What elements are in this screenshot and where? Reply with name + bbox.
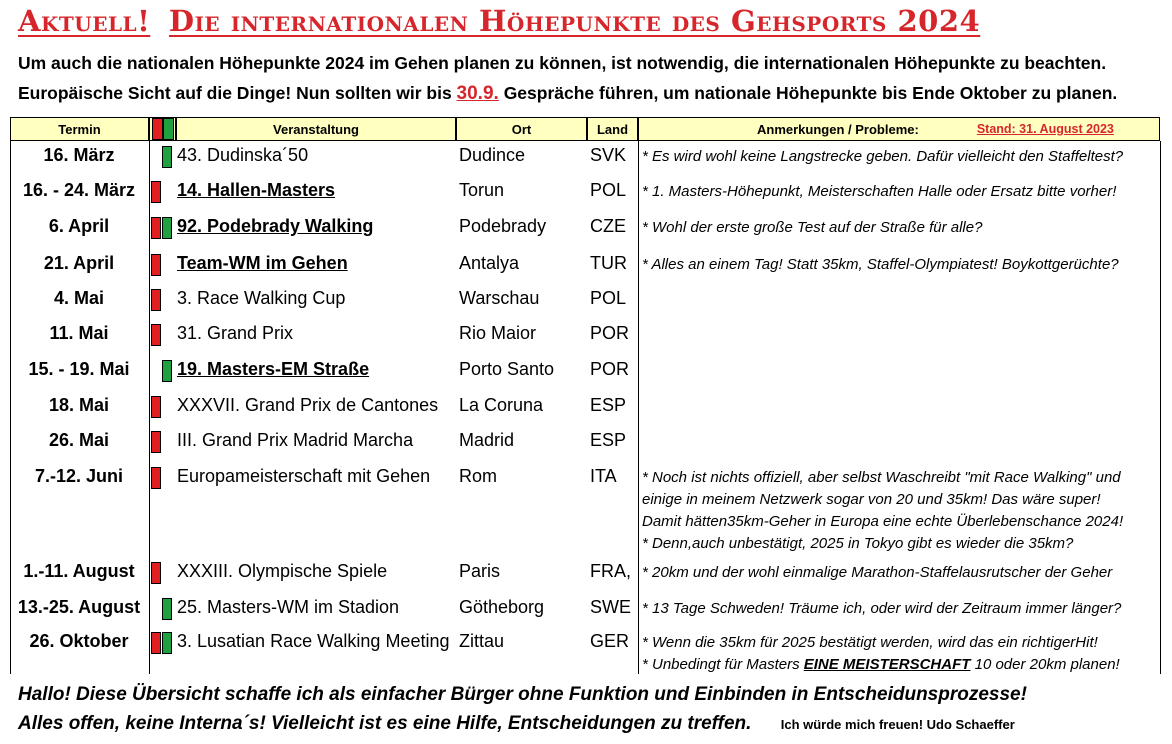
deadline-date: 30.9.	[456, 83, 499, 104]
event-note: * 1. Masters-Höhepunkt, Meisterschaften Halle oder Ersatz bitte vorher!	[642, 183, 1117, 200]
intro-line-1: Um auch die nationalen Höhepunkte 2024 im Gehen planen zu können, ist notwendig, die internationalen Höhepunkte zu beachten.	[18, 53, 1107, 73]
signature: Ich würde mich freuen! Udo Schaeffer	[780, 717, 1015, 732]
header-land: Land	[587, 117, 638, 141]
event-country: FRA,	[590, 561, 632, 581]
event-location: Madrid	[459, 430, 515, 450]
event-location: Warschau	[459, 288, 540, 308]
footer-text: Alles offen, keine Interna´s! Vielleicht ist es eine Hilfe, Entscheidungen zu treffen.	[18, 713, 752, 734]
event-location: Antalya	[459, 253, 520, 273]
event-name: III. Grand Prix Madrid Marcha	[177, 430, 414, 450]
red-marker	[151, 324, 161, 346]
event-date: 15. - 19. Mai	[28, 359, 130, 379]
event-date: 16. - 24. März	[22, 180, 136, 200]
event-location: Paris	[459, 561, 501, 581]
green-marker	[162, 217, 172, 239]
event-date: 16. März	[43, 145, 115, 165]
event-country: POR	[590, 359, 630, 379]
table-border-right	[1160, 141, 1161, 674]
event-date: 13.-25. August	[17, 597, 141, 617]
header-anmerkungen	[638, 117, 1160, 141]
event-date: 1.-11. August	[23, 561, 135, 581]
red-marker	[151, 431, 161, 453]
event-location: Zittau	[459, 631, 505, 651]
footer-line-1: Hallo! Diese Übersicht schaffe ich als einfacher Bürger ohne Funktion und Einbinden in Entscheidunsprozesse!	[18, 684, 1027, 705]
stand-date: Stand: 31. August 2023	[976, 122, 1114, 136]
event-country: GER	[590, 631, 630, 651]
event-country: ESP	[590, 430, 627, 450]
red-marker	[151, 217, 161, 239]
event-note: * Wenn die 35km für 2025 bestätigt werden, wird das ein richtigerHit!	[642, 634, 1098, 651]
event-note: * Denn,auch unbestätigt, 2025 in Tokyo gibt es wieder die 35km?	[642, 535, 1074, 552]
header-ort: Ort	[456, 117, 587, 141]
event-date: 26. Mai	[48, 430, 110, 450]
red-marker	[151, 396, 161, 418]
event-note	[642, 656, 1120, 673]
event-name: 92. Podebrady Walking	[177, 216, 374, 236]
event-date: 6. April	[48, 216, 110, 236]
event-date: 7.-12. Juni	[34, 466, 124, 486]
event-country: POR	[590, 323, 630, 343]
note-text: * Unbedingt für Masters	[642, 656, 804, 673]
intro-text-b: Gespräche führen, um nationale Höhepunkte bis Ende Oktober zu planen.	[503, 83, 1118, 103]
event-country: TUR	[590, 253, 627, 273]
event-country: SWE	[590, 597, 632, 617]
title-prefix: Aktuell!	[18, 4, 151, 38]
event-date: 11. Mai	[49, 323, 109, 343]
note-text: 10 oder 20km planen!	[970, 656, 1120, 673]
header-termin: Termin	[10, 117, 149, 141]
event-note: * Noch ist nichts offiziell, aber selbst Waschreibt "mit Race Walking" und	[642, 469, 1121, 486]
event-name: 3. Race Walking Cup	[177, 288, 346, 308]
divider-termin	[149, 141, 150, 674]
event-name: Europameisterschaft mit Gehen	[177, 466, 431, 486]
green-marker	[162, 360, 172, 382]
event-country: POL	[590, 180, 627, 200]
event-name: XXXVII. Grand Prix de Cantones	[177, 395, 439, 415]
event-name: 3. Lusatian Race Walking Meeting	[177, 631, 450, 651]
green-marker	[162, 632, 172, 654]
note-emphasis: EINE MEISTERSCHAFT	[803, 656, 971, 673]
events-table	[10, 117, 1160, 674]
event-location: Götheborg	[459, 597, 545, 617]
red-marker	[151, 254, 161, 276]
intro-text-a: Europäische Sicht auf die Dinge! Nun sollten wir bis	[18, 83, 452, 103]
event-note: * Wohl der erste große Test auf der Straße für alle?	[642, 219, 983, 236]
event-note: * Es wird wohl keine Langstrecke geben. Dafür vielleicht den Staffeltest?	[642, 148, 1124, 165]
intro-line-2	[18, 83, 1117, 105]
green-marker	[162, 146, 172, 168]
event-date: 21. April	[43, 253, 115, 273]
event-country: ESP	[590, 395, 627, 415]
event-name: 31. Grand Prix	[177, 323, 294, 343]
red-marker	[151, 632, 161, 654]
event-location: Podebrady	[459, 216, 547, 236]
event-country: SVK	[590, 145, 627, 165]
header-green-marker	[163, 118, 174, 140]
header-markers	[149, 117, 176, 141]
event-country: POL	[590, 288, 627, 308]
event-location: La Coruna	[459, 395, 544, 415]
event-note: * Alles an einem Tag! Statt 35km, Staffel-Olympiatest! Boykottgerüchte?	[642, 256, 1119, 273]
red-marker	[151, 289, 161, 311]
event-note: * 13 Tage Schweden! Träume ich, oder wird der Zeitraum immer länger?	[642, 600, 1122, 617]
header-veranstaltung: Veranstaltung	[176, 117, 456, 141]
event-date: 18. Mai	[48, 395, 110, 415]
red-marker	[151, 467, 161, 489]
event-name: 25. Masters-WM im Stadion	[177, 597, 400, 617]
event-name: 14. Hallen-Masters	[177, 180, 336, 200]
header-red-marker	[152, 118, 163, 140]
event-note: Damit hätten35km-Geher in Europa eine echte Überlebenschance 2024!	[642, 513, 1124, 530]
event-location: Dudince	[459, 145, 526, 165]
event-location: Rio Maior	[459, 323, 537, 343]
event-date: 26. Oktober	[29, 631, 129, 651]
green-marker	[162, 598, 172, 620]
event-note: * 20km und der wohl einmalige Marathon-Staffelausrutscher der Geher	[642, 564, 1113, 581]
event-name: 19. Masters-EM Straße	[177, 359, 370, 379]
event-location: Porto Santo	[459, 359, 555, 379]
title-main: Die internationalen Höhepunkte des Gehsports 2024	[168, 4, 981, 38]
event-country: ITA	[590, 466, 617, 486]
header-anmerkungen-label: Anmerkungen / Probleme:	[757, 121, 919, 137]
divider-notes	[638, 141, 639, 674]
event-location: Rom	[459, 466, 498, 486]
event-note: einige in meinem Netzwerk sogar von 20 und 35km! Das wäre super!	[642, 491, 1101, 508]
event-country: CZE	[590, 216, 626, 236]
event-name: Team-WM im Gehen	[177, 253, 348, 273]
event-date: 4. Mai	[53, 288, 105, 308]
event-name: 43. Dudinska´50	[177, 145, 309, 165]
footer-line-2	[18, 713, 1015, 735]
page-title	[18, 4, 1168, 44]
event-location: Torun	[459, 180, 505, 200]
event-name: XXXIII. Olympische Spiele	[177, 561, 388, 581]
red-marker	[151, 181, 161, 203]
red-marker	[151, 562, 161, 584]
